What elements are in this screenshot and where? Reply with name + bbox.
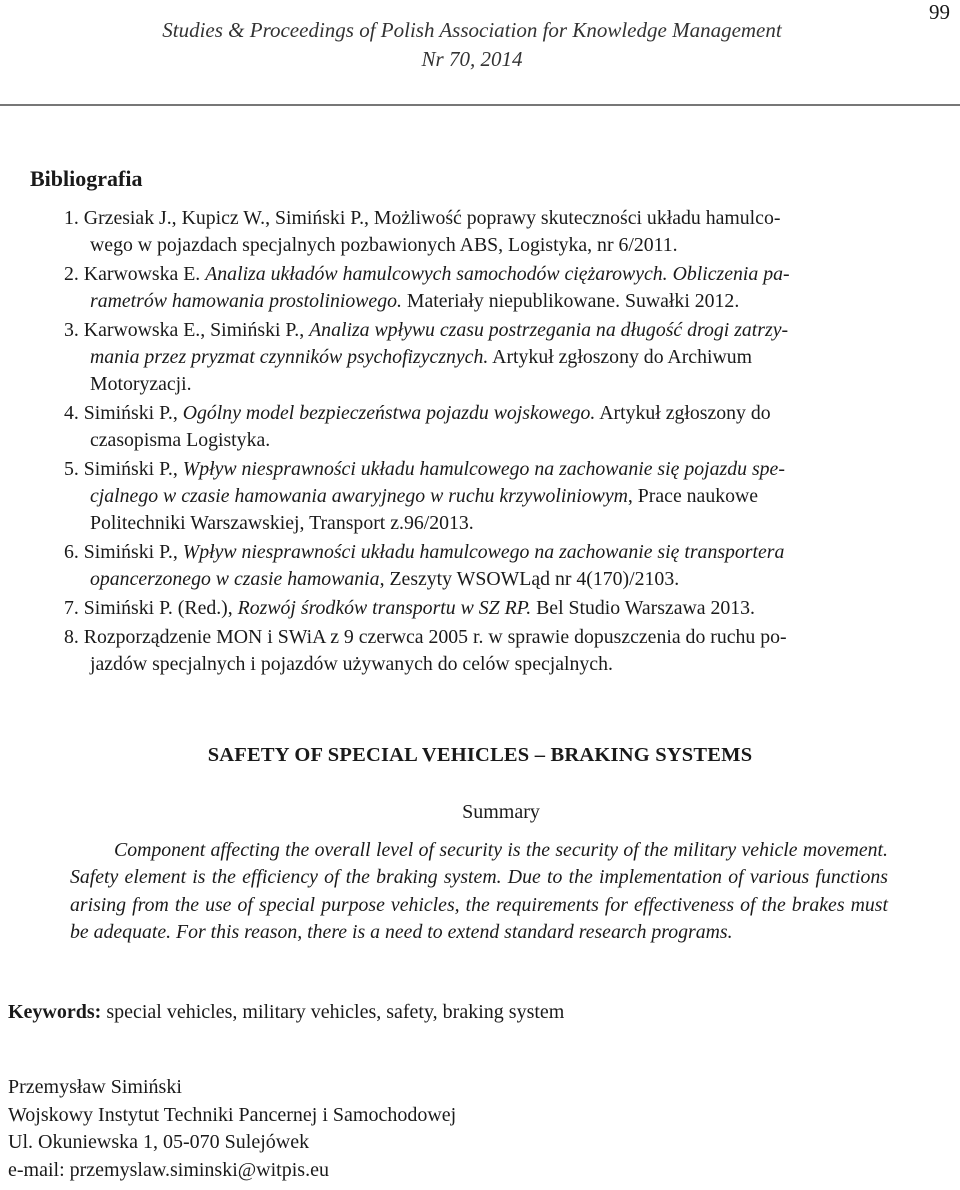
keywords-value: special vehicles, military vehicles, safety, braking system: [101, 1001, 565, 1023]
bibliography-text: Simiński P. (Red.),: [78, 597, 238, 619]
bibliography-text: Motoryzacji.: [90, 373, 192, 395]
bibliography-entry-line: [64, 510, 950, 537]
bibliography-entry-line: [64, 541, 784, 563]
bibliography-entry-line: [64, 626, 787, 648]
bibliography-entry: [64, 261, 950, 315]
bibliography-entry-number: 7.: [64, 597, 79, 619]
bibliography-entry-number: 5.: [64, 458, 79, 480]
bibliography-entry-number: 3.: [64, 319, 79, 341]
bibliography-text: Simiński P.,: [78, 541, 183, 563]
bibliography-entry-line: [64, 597, 755, 619]
bibliography-entry: [64, 317, 950, 398]
bibliography-text: wego w pojazdach specjalnych pozbawionych ABS, Logistyka, nr 6/2011.: [90, 234, 678, 256]
bibliography-text: , Zeszyty WSOWLąd nr 4(170)/2103.: [379, 568, 680, 590]
summary-label: Summary: [462, 801, 540, 823]
author-block: [8, 1074, 456, 1184]
bibliography-entry-line: [64, 232, 950, 259]
bibliography-entry-line: [64, 427, 950, 454]
bibliography-text: Karwowska E.: [78, 263, 206, 285]
summary-title: SAFETY OF SPECIAL VEHICLES – BRAKING SYSTEMS: [207, 744, 753, 766]
bibliography-entry-number: 8.: [64, 626, 79, 648]
bibliography-entry-number: 6.: [64, 541, 79, 563]
bibliography-title-text: rametrów hamowania prostoliniowego.: [90, 290, 402, 312]
bibliography-text: czasopisma Logistyka.: [90, 429, 271, 451]
bibliography-title-text: Ogólny model bezpieczeństwa pojazdu wojskowego.: [182, 402, 596, 424]
bibliography-entry-line: [64, 402, 771, 424]
bibliography-entry-line: [64, 483, 950, 510]
bibliography-entry-line: [64, 458, 785, 480]
author-institute: Wojskowy Instytut Techniki Pancernej i Samochodowej: [8, 1103, 457, 1126]
journal-issue: Nr 70, 2014: [421, 47, 523, 71]
bibliography-entry-line: [64, 207, 780, 229]
bibliography-text: Simiński P.,: [78, 402, 183, 424]
bibliography-title-text: Wpływ niesprawności układu hamulcowego na zachowanie się transportera: [182, 541, 785, 563]
bibliography-text: Grzesiak J., Kupicz W., Simiński P., Możliwość poprawy skuteczności układu hamulco-: [78, 207, 781, 229]
author-email: e-mail: przemyslaw.siminski@witpis.eu: [8, 1158, 329, 1181]
bibliography-entry-line: [64, 371, 950, 398]
bibliography-entry: [64, 624, 950, 678]
bibliography-title-text: Wpływ niesprawności układu hamulcowego na zachowanie się pojazdu spe-: [182, 458, 785, 480]
bibliography-text: Politechniki Warszawskiej, Transport z.96/2013.: [90, 512, 474, 534]
bibliography-text: Rozporządzenie MON i SWiA z 9 czerwca 2005 r. w sprawie dopuszczenia do ruchu po-: [78, 626, 787, 648]
bibliography-entry-line: [64, 263, 790, 285]
bibliography-text: Artykuł zgłoszony do Archiwum: [488, 346, 753, 368]
bibliography-entry: [64, 205, 950, 259]
author-name: Przemysław Simiński: [8, 1076, 182, 1098]
bibliography-text: Simiński P.,: [78, 458, 183, 480]
bibliography-entry-number: 4.: [64, 402, 79, 424]
bibliography-entry: [64, 400, 950, 454]
author-address: Ul. Okuniewska 1, 05-070 Sulejówek: [8, 1131, 310, 1153]
bibliography-title-text: Rozwój środków transportu w SZ RP.: [237, 597, 532, 619]
bibliography-entry-line: [64, 319, 788, 341]
keywords: [8, 1001, 564, 1024]
bibliography-text: Artykuł zgłoszony do: [595, 402, 771, 424]
keywords-label: Keywords:: [8, 1001, 102, 1023]
bibliography-entry-number: 2.: [64, 263, 79, 285]
bibliography-entry: [64, 456, 950, 537]
bibliography-entry: [64, 539, 950, 593]
summary-text: Component affecting the overall level of security is the security of the military vehicle movement. Safety element is the efficiency of the braking system. Due to the implementation of various functions arising from the use of special purpose vehicles, the requirements for effectiveness of the brakes must be adequate. For this reason, there is a need to extend standard research programs.: [70, 839, 888, 943]
bibliography-title-text: Analiza układów hamulcowych samochodów ciężarowych. Obliczenia pa-: [205, 263, 790, 285]
bibliography-text: Materiały niepublikowane. Suwałki 2012.: [401, 290, 740, 312]
bibliography-text: Karwowska E., Simiński P.,: [78, 319, 310, 341]
header-divider: [0, 104, 960, 106]
bibliography-heading: Bibliografia: [30, 166, 143, 191]
bibliography-entry-line: [64, 288, 950, 315]
bibliography-entry-line: [64, 566, 950, 593]
bibliography-text: jazdów specjalnych i pojazdów używanych do celów specjalnych.: [90, 653, 613, 675]
bibliography-list: [64, 205, 950, 680]
bibliography-entry-line: [64, 344, 950, 371]
bibliography-title-text: opancerzonego w czasie hamowania: [90, 568, 380, 590]
bibliography-text: , Prace naukowe: [627, 485, 759, 507]
page-number: 99: [929, 0, 950, 24]
bibliography-entry-number: 1.: [64, 207, 79, 229]
bibliography-title-text: cjalnego w czasie hamowania awaryjnego w ruchu krzywoliniowym: [90, 485, 628, 507]
bibliography-title-text: mania przez pryzmat czynników psychofizycznych.: [90, 346, 489, 368]
bibliography-entry-line: [64, 651, 950, 678]
journal-title: Studies & Proceedings of Polish Association for Knowledge Management: [162, 18, 782, 42]
bibliography-title-text: Analiza wpływu czasu postrzegania na długość drogi zatrzy-: [309, 319, 789, 341]
bibliography-entry: [64, 595, 950, 622]
bibliography-text: Bel Studio Warszawa 2013.: [531, 597, 755, 619]
journal-header: [0, 16, 944, 74]
